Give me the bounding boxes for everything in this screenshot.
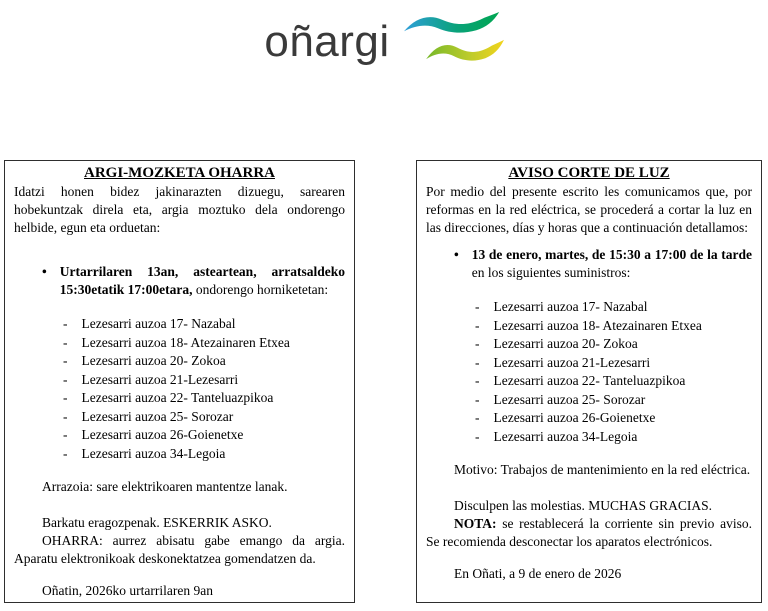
basque-street-list: [14, 315, 345, 463]
basque-reason: Arrazoia: sare elektrikoaren mantentze lanak.: [42, 479, 288, 494]
spanish-schedule-item: [426, 246, 752, 282]
notice-columns: [4, 160, 762, 603]
street-item: [14, 408, 345, 427]
street-item: [14, 315, 345, 334]
street-label: Lezesarri auzoa 34-Legoia: [81, 445, 226, 461]
street-item: [426, 391, 752, 410]
street-label: Lezesarri auzoa 25- Sorozar: [81, 408, 234, 424]
basque-note: OHARRA: aurrez abisatu gabe emango da argia. Aparatu elektronikoak deskonektatzea gomendatzen da.: [14, 533, 345, 566]
dash-icon: -: [63, 334, 68, 350]
street-item: [14, 334, 345, 353]
street-label: Lezesarri auzoa 20- Zokoa: [81, 353, 226, 368]
street-item: [14, 389, 345, 408]
spanish-notice-box: [416, 160, 762, 603]
spanish-schedule-bold: 13 de enero, martes, de 15:30 a 17:00 de la tarde: [471, 247, 752, 262]
street-label: Lezesarri auzoa 25- Sorozar: [493, 391, 646, 407]
basque-schedule-text: [60, 263, 345, 299]
street-label: Lezesarri auzoa 18- Atezainaren Etxea: [81, 334, 290, 350]
street-label: Lezesarri auzoa 17- Nazabal: [493, 299, 648, 314]
basque-date: Oñatin, 2026ko urtarrilaren 9an: [42, 583, 213, 598]
street-label: Lezesarri auzoa 17- Nazabal: [81, 316, 236, 331]
bullet-icon: •: [454, 247, 459, 262]
dash-icon: -: [63, 390, 68, 405]
basque-schedule-rest: ondorengo horniketetan:: [192, 282, 329, 297]
dash-icon: -: [475, 428, 480, 444]
spanish-schedule-rest: en los siguientes suministros:: [471, 265, 631, 280]
street-item: [426, 335, 752, 354]
basque-thanks: Barkatu eragozpenak. ESKERRIK ASKO.: [42, 515, 272, 530]
street-label: Lezesarri auzoa 18- Atezainaren Etxea: [493, 317, 702, 333]
street-label: Lezesarri auzoa 20- Zokoa: [493, 336, 638, 351]
street-item: [14, 371, 345, 390]
street-item: [426, 372, 752, 391]
dash-icon: -: [475, 373, 480, 388]
onargi-waves-icon: [404, 10, 504, 66]
street-label: Lezesarri auzoa 22- Tanteluazpikoa: [493, 373, 686, 388]
basque-schedule-bold: Urtarrilaren 13an, asteartean, arratsaldeko 15:30etatik 17:00etara,: [59, 264, 345, 297]
dash-icon: -: [475, 299, 480, 314]
basque-intro: Idatzi honen bidez jakinarazten dizuegu, sarearen hobekuntzak direla eta, argia moztuko dela ondorengo helbide, egun eta orduetan:: [14, 184, 345, 235]
dash-icon: -: [63, 408, 68, 424]
street-label: Lezesarri auzoa 26-Goienetxe: [493, 410, 656, 425]
dash-icon: -: [63, 353, 68, 368]
street-label: Lezesarri auzoa 26-Goienetxe: [81, 427, 244, 442]
spanish-note-label: NOTA:: [454, 516, 497, 531]
logo-wordmark: oñargi: [264, 17, 390, 66]
basque-notice-box: [4, 160, 355, 603]
street-item: [14, 352, 345, 371]
street-label: Lezesarri auzoa 21-Lezesarri: [493, 354, 651, 370]
spanish-intro: Por medio del presente escrito les comunicamos que, por reformas en la red eléctrica, se procederá a cortar la luz en las direcciones, días y horas que a continuación detallamos:: [426, 184, 752, 235]
street-item: [426, 317, 752, 336]
spanish-reason: Motivo: Trabajos de mantenimiento en la red eléctrica.: [454, 462, 751, 477]
dash-icon: -: [475, 391, 480, 407]
spanish-street-list: [426, 298, 752, 446]
spanish-note: [426, 515, 752, 551]
spanish-note-rest: se restablecerá la corriente sin previo aviso. Se recomienda desconectar los aparatos electrónicos.: [426, 516, 752, 549]
street-item: [426, 354, 752, 373]
street-item: [426, 428, 752, 447]
basque-title: ARGI-MOZKETA OHARRA: [84, 165, 275, 181]
street-item: [426, 298, 752, 317]
dash-icon: -: [475, 354, 480, 370]
basque-schedule-item: [14, 263, 345, 299]
dash-icon: -: [475, 317, 480, 333]
street-label: Lezesarri auzoa 34-Legoia: [493, 428, 638, 444]
street-item: [14, 426, 345, 445]
dash-icon: -: [63, 427, 68, 442]
spanish-date: En Oñati, a 9 de enero de 2026: [454, 566, 622, 581]
street-label: Lezesarri auzoa 21-Lezesarri: [81, 371, 239, 387]
street-label: Lezesarri auzoa 22- Tanteluazpikoa: [81, 390, 274, 405]
dash-icon: -: [475, 336, 480, 351]
onargi-logo: [0, 8, 768, 68]
street-item: [426, 409, 752, 428]
street-item: [14, 445, 345, 464]
spanish-title: AVISO CORTE DE LUZ: [508, 165, 670, 181]
bullet-icon: •: [42, 264, 47, 279]
spanish-thanks: Disculpen las molestias. MUCHAS GRACIAS.: [454, 498, 713, 513]
dash-icon: -: [63, 316, 68, 331]
dash-icon: -: [475, 410, 480, 425]
spanish-schedule-text: [472, 246, 752, 282]
dash-icon: -: [63, 445, 68, 461]
dash-icon: -: [63, 371, 68, 387]
